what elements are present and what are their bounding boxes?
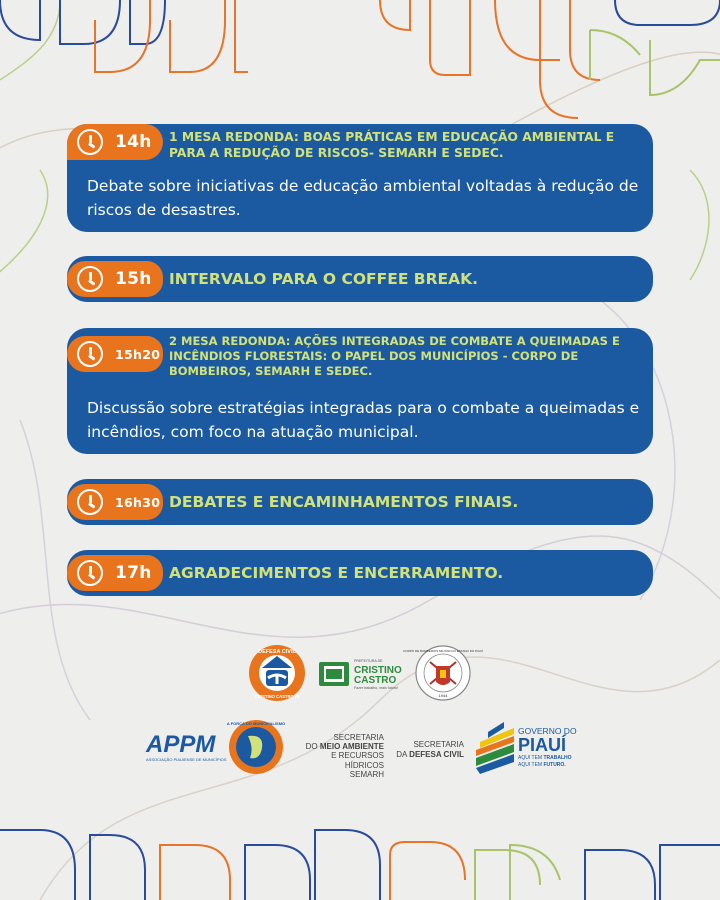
time-label: 15h bbox=[115, 269, 152, 289]
svg-text:APPM: APPM bbox=[146, 731, 216, 758]
session-title: INTERVALO PARA O COFFEE BREAK. bbox=[169, 270, 479, 288]
time-badge bbox=[67, 261, 163, 297]
time-badge bbox=[67, 336, 163, 372]
svg-text:PIAUÍ: PIAUÍ bbox=[518, 735, 567, 755]
time-label: 17h bbox=[115, 563, 152, 583]
clock-icon bbox=[77, 489, 103, 515]
semarh-line-3: E RECURSOS HÍDRICOS bbox=[331, 751, 384, 770]
semarh-line-4: SEMARH bbox=[349, 769, 384, 779]
clock-icon bbox=[77, 560, 103, 586]
session-title: DEBATES E ENCAMINHAMENTOS FINAIS. bbox=[169, 493, 519, 511]
clock-icon bbox=[77, 129, 103, 155]
semarh-logo bbox=[296, 733, 384, 779]
prefeitura-cristino-castro-logo bbox=[318, 656, 402, 694]
svg-text:Fazer trabalho, mais futuro!: Fazer trabalho, mais futuro! bbox=[354, 686, 398, 690]
clock-icon bbox=[77, 341, 103, 367]
governo-do-piaui-logo bbox=[474, 718, 584, 776]
time-badge bbox=[67, 555, 163, 591]
time-label: 15h20 bbox=[115, 346, 161, 362]
svg-text:CORPO DE BOMBEIROS MILITAR DO: CORPO DE BOMBEIROS MILITAR DO ESTADO DO PIAUÍ bbox=[403, 649, 483, 653]
svg-text:CRISTINO: CRISTINO bbox=[354, 665, 402, 676]
semarh-line-2: DO MEIO AMBIENTE bbox=[305, 742, 384, 752]
svg-text:AQUI TEM TRABALHO: AQUI TEM TRABALHO bbox=[518, 755, 572, 761]
appm-logo bbox=[146, 718, 286, 776]
clock-icon bbox=[77, 266, 103, 292]
sedec-logo bbox=[392, 740, 464, 759]
time-badge bbox=[67, 484, 163, 520]
schedule-item bbox=[67, 256, 653, 302]
sedec-line-2: DA DEFESA CIVIL bbox=[396, 749, 464, 759]
schedule-item bbox=[67, 479, 653, 525]
session-description: Discussão sobre estratégias integradas para o combate a queimadas e incêndios, com foco na atuação municipal. bbox=[87, 399, 640, 442]
svg-text:A FORÇA DO MUNICIPALISMO: A FORÇA DO MUNICIPALISMO bbox=[226, 721, 286, 726]
time-badge bbox=[67, 124, 163, 160]
session-title: 1 MESA REDONDA: BOAS PRÁTICAS EM EDUCAÇÃO AMBIENTAL E PARA A REDUÇÃO DE RISCOS- SEMARH E SEDEC. bbox=[169, 130, 615, 160]
svg-text:ASSOCIAÇÃO PIAUIENSE DE MUNICÍ: ASSOCIAÇÃO PIAUIENSE DE MUNICÍPIOS bbox=[146, 757, 227, 762]
svg-text:DEFESA CIVIL: DEFESA CIVIL bbox=[258, 649, 296, 655]
schedule-item bbox=[67, 550, 653, 596]
svg-text:GOVERNO DO: GOVERNO DO bbox=[518, 726, 577, 736]
session-title: 2 MESA REDONDA: AÇÕES INTEGRADAS DE COMBATE A QUEIMADAS E INCÊNDIOS FLORESTAIS: O PAPEL DOS MUNICÍPIOS - CORPO DE BOMBEIROS, SEMARH E SEDEC. bbox=[169, 334, 620, 378]
svg-text:CASTRO: CASTRO bbox=[354, 675, 397, 686]
defesa-civil-logo bbox=[248, 644, 306, 702]
svg-text:1944: 1944 bbox=[438, 693, 448, 698]
sedec-line-1: SECRETARIA bbox=[413, 740, 464, 749]
schedule-item bbox=[67, 124, 653, 232]
session-title: AGRADECIMENTOS E ENCERRAMENTO. bbox=[169, 564, 504, 582]
svg-text:AQUI TEM FUTURO.: AQUI TEM FUTURO. bbox=[518, 762, 566, 768]
session-description: Debate sobre iniciativas de educação ambiental voltadas à redução de riscos de desastres. bbox=[87, 177, 639, 220]
semarh-line-1: SECRETARIA bbox=[333, 733, 384, 742]
schedule-item bbox=[67, 328, 653, 454]
corpo-de-bombeiros-logo bbox=[403, 644, 483, 702]
svg-text:CRISTINO CASTRO-PI: CRISTINO CASTRO-PI bbox=[254, 694, 300, 699]
svg-text:PREFEITURA DE: PREFEITURA DE bbox=[354, 659, 383, 663]
time-label: 14h bbox=[115, 132, 152, 152]
time-label: 16h30 bbox=[115, 494, 161, 510]
